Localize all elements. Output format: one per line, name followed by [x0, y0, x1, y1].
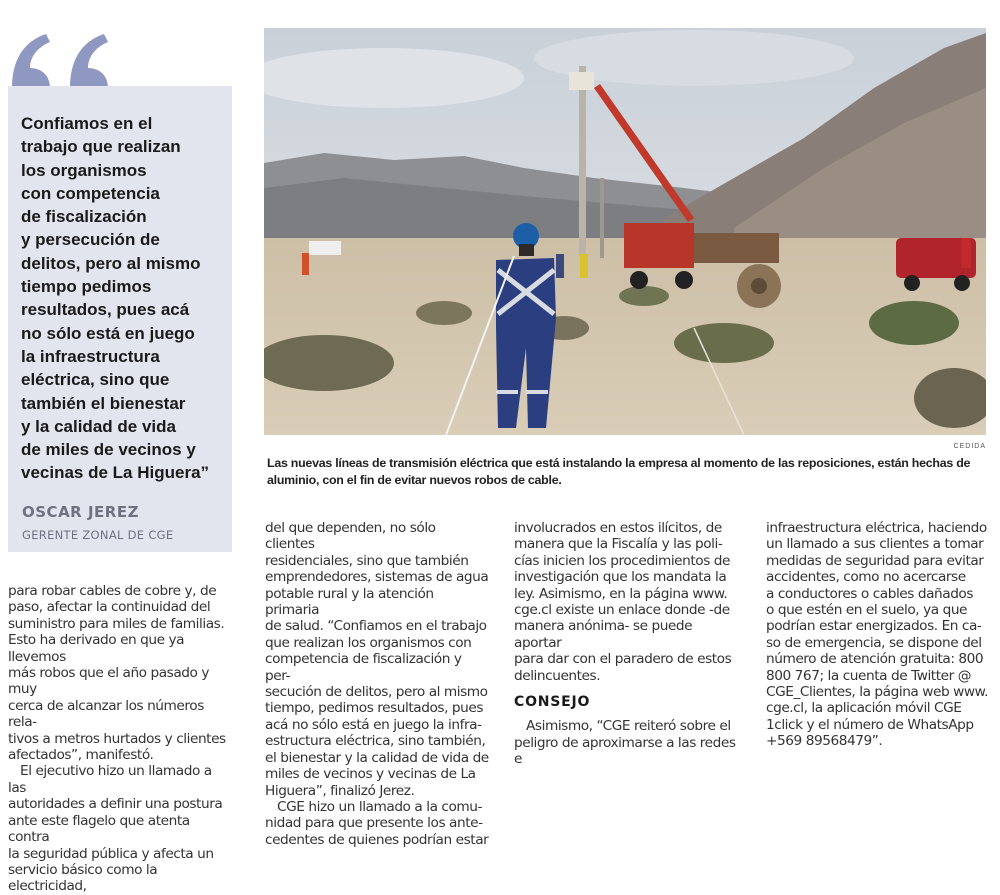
- paragraph: del que dependen, no sólo clientes residenciales, sino que también emprendedores, sistemas de agua potable rural y la atención primaria de salud. “Confiamos en el trabajo que realizan los organismos con competencia de fiscalización y per- secución de delitos, pero al mismo tiempo, pedimos resultados, pues acá no sólo está en juego la infra- estructura eléctrica, sino también, el bienestar y la calidad de vida de miles de vecinos y vecinas de La Higuera”, finalizó Jerez.: [265, 520, 489, 799]
- article-column-4: [766, 520, 990, 750]
- paragraph: Asimismo, “CGE reiteró sobre el peligro de aproximarse a las redes e: [514, 718, 736, 768]
- article-column-2: [265, 520, 489, 848]
- section-heading-consejo: CONSEJO: [514, 694, 591, 711]
- paragraph: CGE hizo un llamado a la comu- nidad para que presente los ante- cedentes de quienes podrían estar: [265, 798, 489, 848]
- paragraph: involucrados en estos ilícitos, de manera que la Fiscalía y las poli- cías inicien los procedimientos de investigación que los mandata la ley. Asimismo, en la página www. cge.cl existe un enlace donde -de manera anónima- se puede aportar para dar con el paradero de estos delincuentes.: [514, 520, 732, 684]
- paragraph: infraestructura eléctrica, haciendo un llamado a sus clientes a tomar medidas de seguridad para evitar accidentes, como no acercarse a conductores o cables dañados o que estén en el suelo, ya que podrían estar energizados. En ca- so de emergencia, se dispone del número de atención gratuita: 800 800 767; la cuenta de Twitter @ CGE_Clientes, la página web www. cge.cl, la aplicación móvil CGE 1click y el número de WhatsApp +569 89568479”.: [766, 520, 988, 750]
- pull-quote-box: [8, 86, 232, 552]
- paragraph: El ejecutivo hizo un llamado a las autoridades a definir una postura ante este flagelo que atenta contra la seguridad pública y afecta un servicio básico como la electricidad,: [8, 763, 223, 895]
- photo-credit: CEDIDA: [953, 443, 986, 450]
- photo-caption: Las nuevas líneas de transmisión eléctrica que está instalando la empresa al momento de las reposiciones, están hechas de aluminio, con el fin de evitar nuevos robos de cable.: [267, 456, 971, 487]
- quote-author-role: GERENTE ZONAL DE CGE: [22, 527, 174, 542]
- quote-author-name: OSCAR JEREZ: [22, 502, 139, 521]
- paragraph: para robar cables de cobre y, de paso, afectar la continuidad del suministro para miles de familias. Esto ha derivado en que ya llevemos más robos que el año pasado y muy cerca de alcanzar los números rela- tivos a metros hurtados y clientes afectados”, manifestó.: [8, 583, 226, 764]
- article-column-1: [8, 583, 232, 895]
- article-column-3: [514, 520, 738, 768]
- pull-quote-text: Confiamos en el trabajo que realizan los organismos con competencia de fiscalización y persecución de delitos, pero al mismo tiempo pedimos resultados, pues acá no sólo está en juego la infraestructura eléctrica, sino que también el bienestar y la calidad de vida de miles de vecinos y vecinas de La Higuera”: [21, 114, 210, 483]
- news-photo: [264, 28, 986, 435]
